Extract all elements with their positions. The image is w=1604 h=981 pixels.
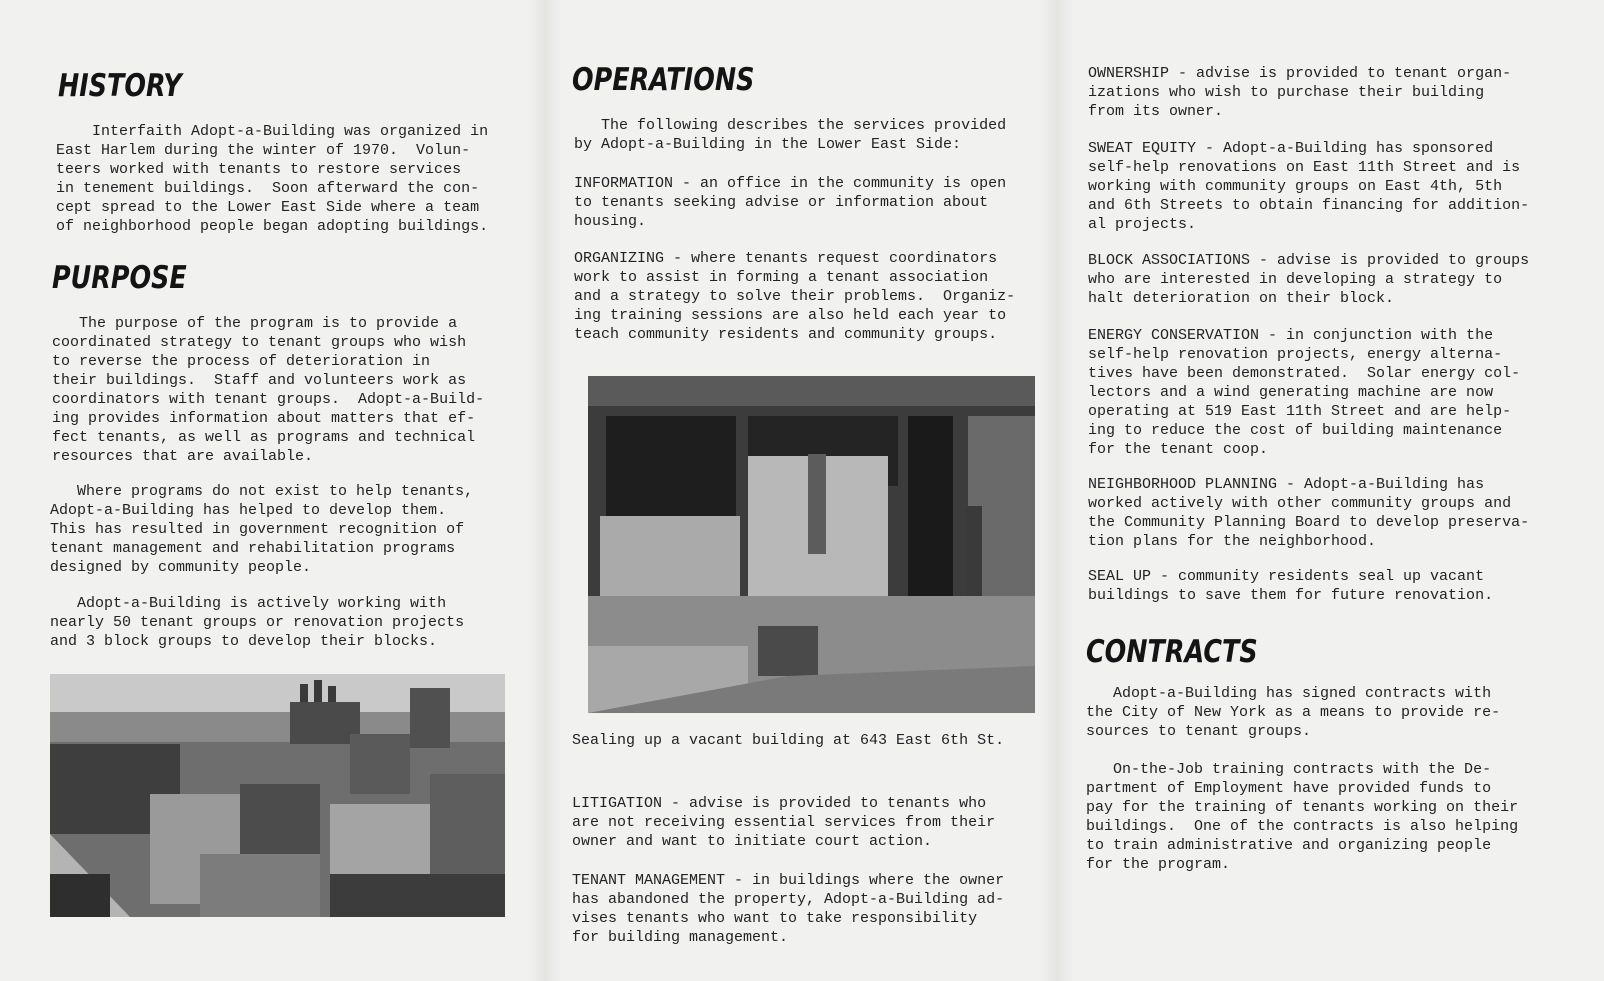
contracts-text-2: On-the-Job training contracts with the De- partment of Employment have provided funds to pay for the training of tenants working on their buildings. One of the contracts is also helping to train administrative and organizing people for the program. (1086, 761, 1519, 873)
history-text: Interfaith Adopt-a-Building was organized in East Harlem during the winter of 1970. Volun- teers worked with tenants to restore services in tenement buildings. Soon afterward the con- cept spread to the Lower East Side where a team of neighborhood people began adopting buildings. (56, 123, 489, 235)
purpose-text-1: The purpose of the program is to provide a coordinated strategy to tenant groups who wish to reverse the process of deterioration in their buildings. Staff and volunteers work as coordinators with tenant groups. Adopt-a-Build- ing provides information about matters that ef- fect tenants, as well as programs and technical resources that are available. (52, 315, 485, 465)
block-associations-text: BLOCK ASSOCIATIONS - advise is provided to groups who are interested in developing a strategy to halt deterioration on their block. (1088, 252, 1530, 307)
fold-line-left (528, 0, 562, 981)
energy-conservation-text: ENERGY CONSERVATION - in conjunction with the self-help renovation projects, energy alterna- tives have been demonstrated. Solar energy col- lectors and a wind generating machine are now operating at 519 East 11th Street and are help- ing to reduce the cost of building maintenance for the tenant coop. (1088, 327, 1521, 458)
contracts-text-1: Adopt-a-Building has signed contracts with the City of New York as a means to provide re- sources to tenant groups. (1086, 685, 1501, 740)
fold-line-right (1040, 0, 1074, 981)
operations-intro: The following describes the services provided by Adopt-a-Building in the Lower East Side: (574, 117, 1007, 153)
ownership-text: OWNERSHIP - advise is provided to tenant organ- izations who wish to purchase their building from its owner. (1088, 65, 1512, 120)
purpose-text-2: Where programs do not exist to help tenants, Adopt-a-Building has helped to develop them. This has resulted in government recognition of tenant management and rehabilitation programs designed by community people. (50, 483, 474, 576)
litigation-text: LITIGATION - advise is provided to tenants who are not receiving essential services from their owner and want to initiate court action. (572, 795, 996, 850)
operations-heading: OPERATIONS (572, 62, 755, 98)
organizing-text: ORGANIZING - where tenants request coordinators work to assist in forming a tenant association and a strategy to solve their problems. Organiz- ing training sessions are also held each year to teach community residents and community groups. (574, 250, 1016, 343)
purpose-text-3: Adopt-a-Building is actively working with nearly 50 tenant groups or renovation projects and 3 block groups to develop their blocks. (50, 595, 465, 650)
neighborhood-planning-text: NEIGHBORHOOD PLANNING - Adopt-a-Building has worked actively with other community groups and the Community Planning Board to develop preserva- tion plans for the neighborhood. (1088, 476, 1530, 550)
purpose-heading: PURPOSE (52, 260, 187, 296)
sealing-building-photo (588, 376, 1035, 713)
contracts-heading: CONTRACTS (1086, 634, 1258, 670)
seal-up-text: SEAL UP - community residents seal up vacant buildings to save them for future renovation. (1088, 568, 1494, 604)
information-text: INFORMATION - an office in the community is open to tenants seeking advise or information about housing. (574, 175, 1007, 230)
tenant-management-text: TENANT MANAGEMENT - in buildings where the owner has abandoned the property, Adopt-a-Building ad- vises tenants who want to take responsibility for building management. (572, 872, 1005, 946)
history-heading: HISTORY (58, 68, 182, 104)
photo-caption: Sealing up a vacant building at 643 East 6th St. (572, 732, 1005, 749)
sweat-equity-text: SWEAT EQUITY - Adopt-a-Building has sponsored self-help renovations on East 11th Street and is working with community groups on East 4th, 5th and 6th Streets to obtain financing for addition- al projects. (1088, 140, 1530, 233)
city-aerial-photo (50, 674, 505, 917)
